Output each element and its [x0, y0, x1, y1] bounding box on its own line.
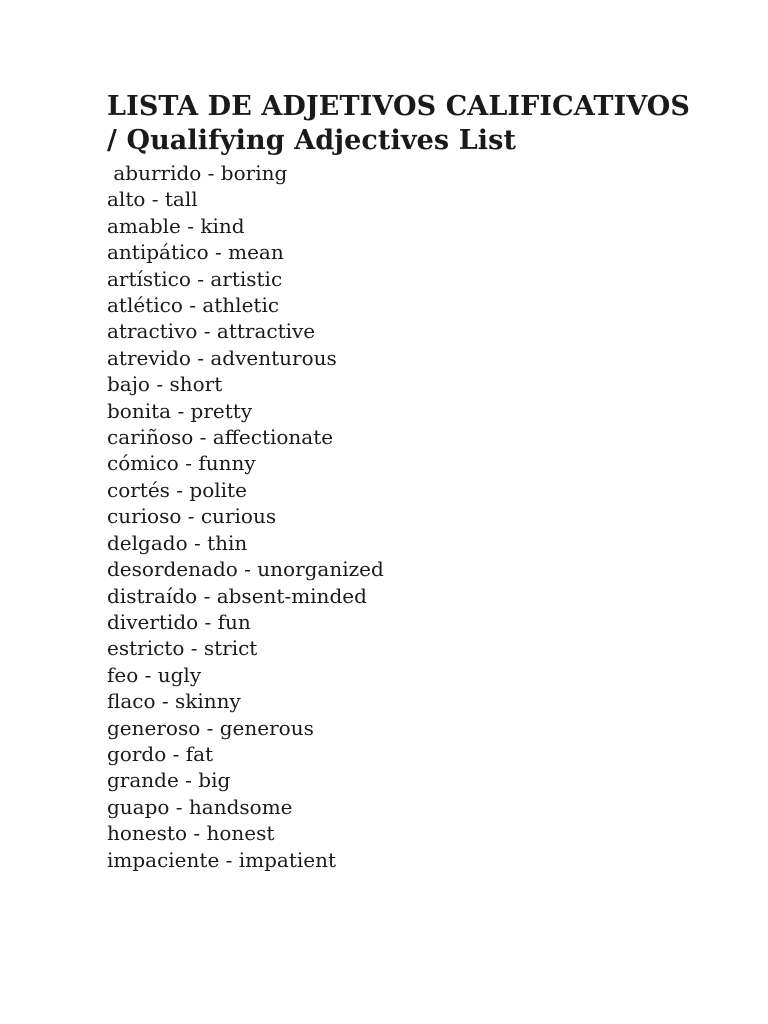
document-content [107, 90, 707, 873]
list-item: flaco - skinny [107, 689, 241, 714]
list-item: cortés - polite [107, 477, 247, 502]
document-title: LISTA DE ADJETIVOS CALIFICATIVOS / Qualifying Adjectives List [107, 91, 691, 156]
list-item: atractivo - attractive [107, 319, 316, 344]
list-item: cariñoso - affectionate [107, 425, 334, 450]
list-item: desordenado - unorganized [107, 557, 384, 582]
list-item: bajo - short [107, 372, 223, 397]
list-item: delgado - thin [107, 530, 248, 555]
list-item: distraído - absent-minded [107, 583, 367, 608]
list-item: divertido - fun [107, 609, 251, 634]
list-item: cómico - funny [107, 451, 256, 476]
list-item: artístico - artistic [107, 266, 283, 291]
list-item: bonita - pretty [107, 398, 253, 423]
list-item: amable - kind [107, 213, 245, 238]
list-item: generoso - generous [107, 715, 314, 740]
list-item: aburrido - boring [107, 161, 288, 185]
list-item: grande - big [107, 768, 231, 793]
list-item: atlético - athletic [107, 293, 280, 318]
list-item: gordo - fat [107, 741, 214, 766]
list-item: antipático - mean [107, 240, 284, 265]
list-item: curioso - curious [107, 504, 277, 529]
list-item: honesto - honest [107, 821, 275, 846]
list-item: alto - tall [107, 187, 198, 212]
list-item: atrevido - adventurous [107, 345, 337, 370]
list-item: feo - ugly [107, 662, 202, 687]
list-item: estricto - strict [107, 636, 258, 661]
list-item: impaciente - impatient [107, 847, 337, 872]
list-item: guapo - handsome [107, 794, 293, 819]
adjective-list [107, 160, 707, 873]
